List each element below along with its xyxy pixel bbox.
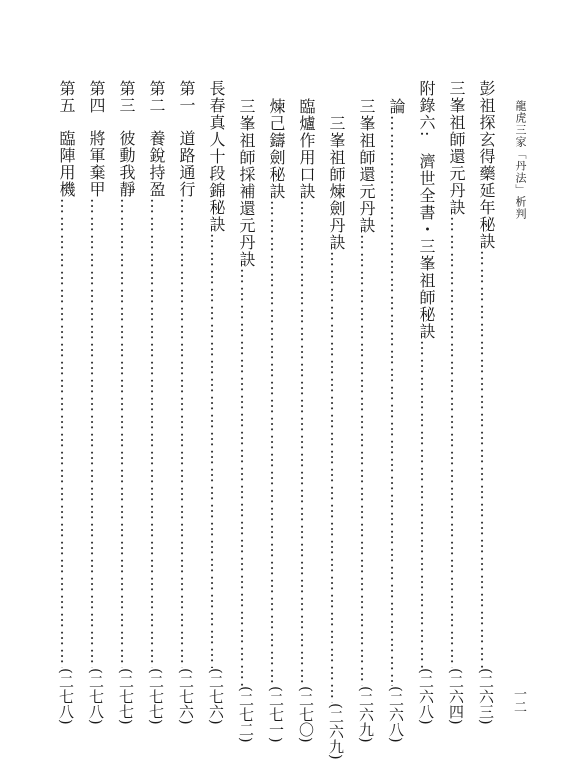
toc-entry-page: (二七六) — [177, 668, 195, 725]
toc-entry — [112, 80, 140, 725]
toc-entry-title: 三峯祖師採補還元丹訣 — [237, 97, 256, 268]
toc-entry-title: 論 — [387, 97, 406, 115]
toc-entry — [142, 80, 170, 725]
leader-dots — [412, 340, 440, 668]
toc-entry-title: 彼動我靜 — [117, 130, 136, 198]
toc-entry — [232, 80, 260, 743]
toc-entry-title: 長春真人十段錦秘訣 — [207, 80, 226, 233]
section-number: 第一 — [177, 80, 196, 114]
leader-dots — [52, 198, 80, 668]
toc-entry-page: (二七八) — [57, 668, 75, 725]
toc-entry — [202, 80, 230, 725]
toc-entry — [52, 80, 80, 725]
toc-entry-title: 臨爐作用口訣 — [297, 97, 316, 200]
toc-entry-title: 煉己鑄劍秘訣 — [267, 97, 286, 200]
toc-entry — [82, 80, 110, 725]
toc-entry-page: (二七七) — [147, 668, 165, 725]
toc-entry-page: (二六九) — [327, 703, 345, 761]
toc-entry — [382, 80, 410, 743]
toc-entry-page: (二六三) — [477, 668, 495, 725]
toc-entry — [412, 80, 440, 725]
running-head: 龍虎三家「丹法」析判 — [514, 100, 527, 220]
leader-dots — [112, 198, 140, 668]
appendix-prefix: 附錄六: — [417, 80, 436, 138]
section-number: 第二 — [147, 80, 166, 114]
toc-entry-title: 將軍棄甲 — [87, 130, 106, 198]
toc-entry-title: 三峯祖師還元丹訣 — [447, 80, 466, 216]
toc-entry — [352, 80, 380, 743]
toc-entry-page: (二六八) — [387, 685, 405, 743]
toc-entry-title: 臨陣用機 — [57, 130, 76, 198]
toc-entry — [442, 80, 470, 725]
leader-dots — [232, 268, 260, 686]
toc-entry — [292, 80, 320, 743]
section-number: 第五 — [57, 80, 76, 114]
leader-dots — [262, 200, 290, 686]
table-of-contents — [50, 80, 500, 761]
toc-entry-page: (二七六) — [207, 668, 225, 725]
leader-dots — [382, 115, 410, 686]
toc-entry-page: (二七八) — [87, 668, 105, 725]
section-number: 第三 — [117, 80, 136, 114]
leader-dots — [172, 198, 200, 668]
toc-entry-title: 濟世全書・三峯祖師秘訣 — [417, 153, 436, 341]
toc-entry-title: 三峯祖師煉劍丹訣 — [327, 115, 346, 252]
toc-entry — [472, 80, 500, 725]
leader-dots — [472, 250, 500, 668]
page-number: 一二 — [511, 687, 526, 713]
toc-entry-page: (二六九) — [357, 685, 375, 743]
toc-entry-title: 養銳持盈 — [147, 130, 166, 198]
leader-dots — [352, 234, 380, 686]
toc-entry — [262, 80, 290, 743]
toc-entry — [172, 80, 200, 725]
leader-dots — [322, 251, 350, 703]
leader-dots — [292, 200, 320, 686]
toc-entry-page: (二六四) — [447, 668, 465, 725]
toc-entry-title: 彭祖探玄得藥延年秘訣 — [477, 80, 496, 250]
toc-entry-page: (二六八) — [417, 668, 435, 725]
leader-dots — [442, 216, 470, 668]
leader-dots — [82, 198, 110, 668]
toc-entry-page: (二七〇) — [297, 685, 315, 743]
leader-dots — [202, 233, 230, 668]
leader-dots — [142, 198, 170, 668]
toc-entry-title: 三峯祖師還元丹訣 — [357, 97, 376, 234]
toc-entry-page: (二七七) — [117, 668, 135, 725]
toc-entry-title: 道路通行 — [177, 130, 196, 198]
toc-entry-page: (二七二) — [237, 685, 255, 743]
toc-entry-page: (二七一) — [267, 685, 285, 743]
section-number: 第四 — [87, 80, 106, 114]
toc-entry — [322, 80, 350, 760]
